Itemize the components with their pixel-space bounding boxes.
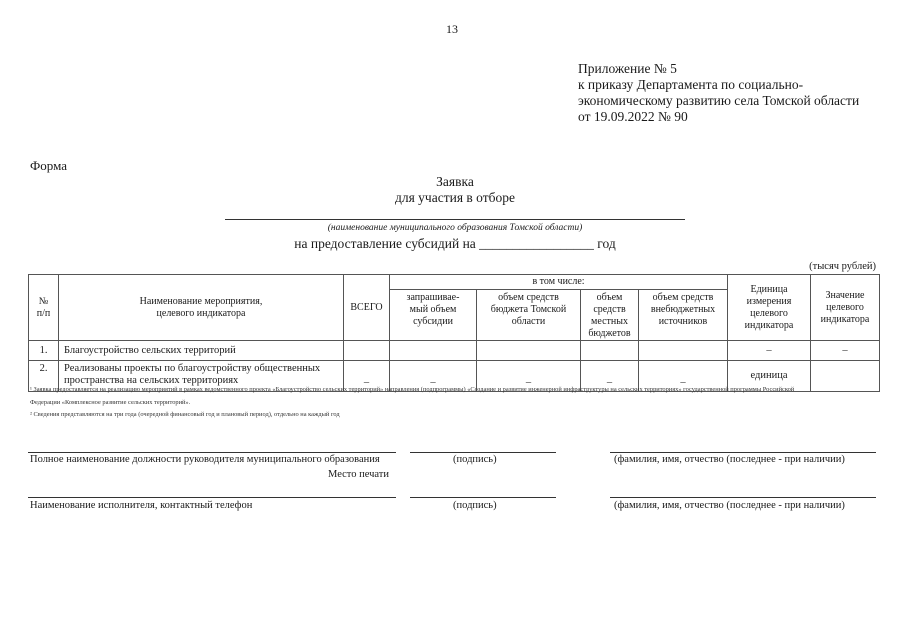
row-regional[interactable]: – (477, 361, 581, 392)
row-value[interactable] (811, 361, 880, 392)
subsidy-year-line: на предоставление субсидий на _________________ год (294, 236, 616, 251)
row-local[interactable] (581, 341, 639, 361)
full-name-label-2: (фамилия, имя, отчество (последнее - при наличии) (614, 500, 845, 511)
full-name-line[interactable] (610, 452, 876, 453)
row-total[interactable]: – (344, 361, 390, 392)
row-name: Благоустройство сельских территорий (59, 341, 344, 361)
row-regional[interactable] (477, 341, 581, 361)
signature-line[interactable] (410, 452, 556, 453)
row-total[interactable] (344, 341, 390, 361)
application-table (28, 274, 880, 392)
header-row (29, 275, 880, 290)
footnote-1: ¹ Заявка предоставляется на реализацию мероприятий в рамках ведомственного проекта «Благоустройство сельских территорий» направления (подпрограммы) «Создание и развитие инженерной инфраструктуры на сельских территориях» государственной программы Российской (30, 386, 795, 393)
page-number: 13 (446, 22, 458, 36)
footnote-2: ² Сведения представляются на три года (очередной финансовый год и плановый период), отдельно на каждый год (30, 411, 340, 418)
row-extra[interactable]: – (639, 361, 728, 392)
header-name: Наименование мероприятия, целевого индикатора (59, 275, 344, 341)
row-name: Реализованы проекты по благоустройству общественных пространства на сельских территориях (59, 361, 344, 392)
header-unit: Единица измерения целевого индикатора (728, 275, 811, 341)
head-position-line[interactable] (28, 452, 396, 453)
executor-line[interactable] (28, 497, 396, 498)
row-value: – (811, 341, 880, 361)
header-value: Значение целевого индикатора (811, 275, 880, 341)
row-local[interactable]: – (581, 361, 639, 392)
row-num: 2. (29, 361, 59, 392)
row-unit: – (728, 341, 811, 361)
form-label: Форма (30, 158, 67, 173)
signature-label-2: (подпись) (453, 500, 497, 511)
document-title: Заявка (436, 174, 474, 189)
header-including: в том числе: (390, 275, 728, 290)
executor-label: Наименование исполнителя, контактный телефон (30, 500, 253, 511)
row-requested[interactable] (390, 341, 477, 361)
row-unit: единица (728, 361, 811, 392)
row-requested[interactable]: – (390, 361, 477, 392)
row-extra[interactable] (639, 341, 728, 361)
appendix-line: экономическому развитию села Томской области (578, 93, 860, 108)
signature-label: (подпись) (453, 454, 497, 465)
footnote-1-continued: Федерации «Комплексное развитие сельских территорий». (30, 399, 191, 406)
header-total: ВСЕГО (344, 275, 390, 341)
units-label: (тысяч рублей) (809, 261, 876, 272)
appendix-line: от 19.09.2022 № 90 (578, 109, 688, 124)
full-name-line-2[interactable] (610, 497, 876, 498)
header-requested: запрашивае- мый объем субсидии (390, 290, 477, 341)
appendix-line: к приказу Департамента по социально- (578, 77, 804, 92)
table-row (29, 341, 880, 361)
signature-line-2[interactable] (410, 497, 556, 498)
header-local: объем средств местных бюджетов (581, 290, 639, 341)
appendix-line: Приложение № 5 (578, 61, 677, 76)
seal-place-label: Место печати (328, 469, 390, 480)
full-name-label: (фамилия, имя, отчество (последнее - при наличии) (614, 454, 845, 465)
municipality-fill-line[interactable] (225, 219, 685, 220)
municipality-caption: (наименование муниципального образования Томской области) (327, 223, 583, 233)
header-extra: объем средств внебюджетных источников (639, 290, 728, 341)
row-num: 1. (29, 341, 59, 361)
head-position-label: Полное наименование должности руководителя муниципального образования (30, 454, 380, 465)
header-regional: объем средств бюджета Томской области (477, 290, 581, 341)
appendix-block (578, 61, 859, 125)
header-num: № п/п (29, 275, 59, 341)
document-subtitle: для участия в отборе (394, 190, 515, 205)
